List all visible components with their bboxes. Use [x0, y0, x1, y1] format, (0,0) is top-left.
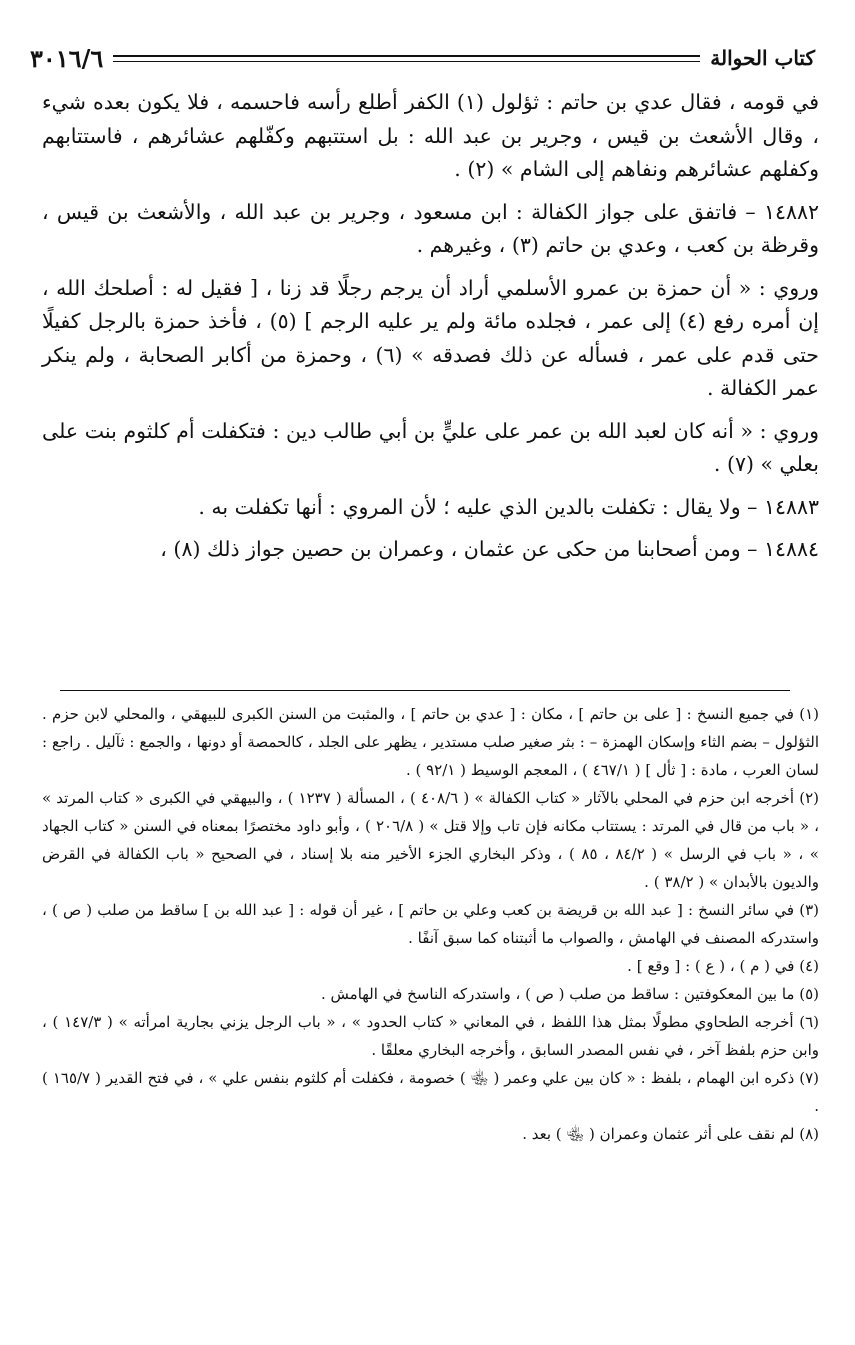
header-rule — [113, 55, 700, 62]
footnote-separator — [60, 690, 790, 691]
running-title: كتاب الحوالة — [710, 46, 815, 70]
footnote: (٨) لم نقف على أثر عثمان وعمران ( ﵄ ) بعد . — [522, 1125, 819, 1143]
main-text — [42, 86, 819, 576]
page-header — [30, 38, 815, 78]
page-number: ٣٠١٦/٦ — [30, 43, 104, 73]
footnote: (١) في جميع النسخ : [ على بن حاتم ] ، مكان : [ عدي بن حاتم ] ، والمثبت من السنن الكبرى للبيهقي ، والمحلي لابن حزم . الثؤلول – بضم الثاء وإسكان الهمزة – : بثر صغير صلب مستدير ، يظهر على الجلد ، كالحمصة أو دونها ، والجمع : ثآليل . راجع : لسان العرب ، مادة : [ ثأل ] ( ٤٦٧/١ ) ، المعجم الوسيط ( ٩٢/١ ) . — [42, 705, 819, 779]
paragraph: ١٤٨٨٤ – ومن أصحابنا من حكى عن عثمان ، وعمران بن حصين جواز ذلك (٨) ، — [160, 537, 819, 561]
footnote: (٥) ما بين المعكوفتين : ساقط من صلب ( ص ) ، واستدركه الناسخ في الهامش . — [321, 985, 819, 1003]
paragraph: ١٤٨٨٣ – ولا يقال : تكفلت بالدين الذي عليه ؛ لأن المروي : أنها تكفلت به . — [198, 494, 819, 519]
footnote: (٣) في سائر النسخ : [ عبد الله بن قريضة بن كعب وعلي بن حاتم ] ، غير أن قوله : [ عبد الله بن ] ساقط من صلب ( ص ) ، واستدركه المصنف في الهامش ، والصواب ما أثبتناه كما سبق آنفًا . — [42, 901, 819, 947]
footnotes — [42, 700, 819, 1148]
footnote: (٧) ذكره ابن الهمام ، بلفظ : « كان بين علي وعمر ( ﵄ ) خصومة ، فكفلت أم كلثوم بنفس علي » ، في فتح القدير ( ١٦٥/٧ ) . — [42, 1069, 820, 1115]
footnote: (٤) في ( م ) ، ( ع ) : [ وقع ] . — [627, 957, 819, 975]
paragraph: ١٤٨٨٢ – فاتفق على جواز الكفالة : ابن مسعود ، وجرير بن عبد الله ، والأشعث بن قيس ، وقرظة بن كعب ، وعدي بن حاتم (٣) ، وغيرهم . — [42, 199, 819, 257]
paragraph: في قومه ، فقال عدي بن حاتم : ثؤلول (١) الكفر أطلع رأسه فاحسمه ، فلا يكون بعده شيء ، وقال الأشعث بن قيس ، وجرير بن عبد الله : بل استتبهم وكفّلهم عشائرهم ، فاستتابهم وكفلهم عشائرهم ونفاهم إلى الشام » (٢) . — [42, 90, 819, 181]
footnote: (٢) أخرجه ابن حزم في المحلي بالآثار « كتاب الكفالة » ( ٤٠٨/٦ ) ، المسألة ( ١٢٣٧ ) ، والبيهقي في الكبرى « كتاب المرتد » ، « باب من قال في المرتد : يستتاب مكانه فإن تاب وإلا قتل » ( ٢٠٦/٨ ) ، وأبو داود مختصرًا بمعناه في السنن « كتاب الجهاد » ، « باب في الرسل » ( ٨٤/٢ ، ٨٥ ) ، وذكر البخاري الجزء الأخير منه بلا إسناد ، في الصحيح « باب الكفالة في القرض والديون بالأبدان » ( ٣٨/٢ ) . — [42, 789, 820, 891]
paragraph: وروي : « أنه كان لعبد الله بن عمر على عليٍّ بن أبي طالب دين : فتكفلت أم كلثوم بنت على بعلي » (٧) . — [42, 418, 819, 476]
footnote: (٦) أخرجه الطحاوي مطولًا بمثل هذا اللفظ ، في المعاني « كتاب الحدود » ، « باب الرجل يزني بجارية امرأته » ( ١٤٧/٣ ) ، وابن حزم بلفظ آخر ، في نفس المصدر السابق ، وأخرجه البخاري معلقًا . — [42, 1013, 819, 1059]
paragraph: وروي : « أن حمزة بن عمرو الأسلمي أراد أن يرجم رجلًا قد زنا ، [ فقيل له : أصلحك الله ، إن أمره رفع (٤) إلى عمر ، فجلده مائة ولم ير عليه الرجم ] (٥) ، فأخذ حمزة بالرجل كفيلًا حتى قدم على عمر ، فسأله عن ذلك فصدقه » (٦) ، وحمزة من أكابر الصحابة ، ولم ينكر عمر الكفالة . — [42, 275, 819, 400]
